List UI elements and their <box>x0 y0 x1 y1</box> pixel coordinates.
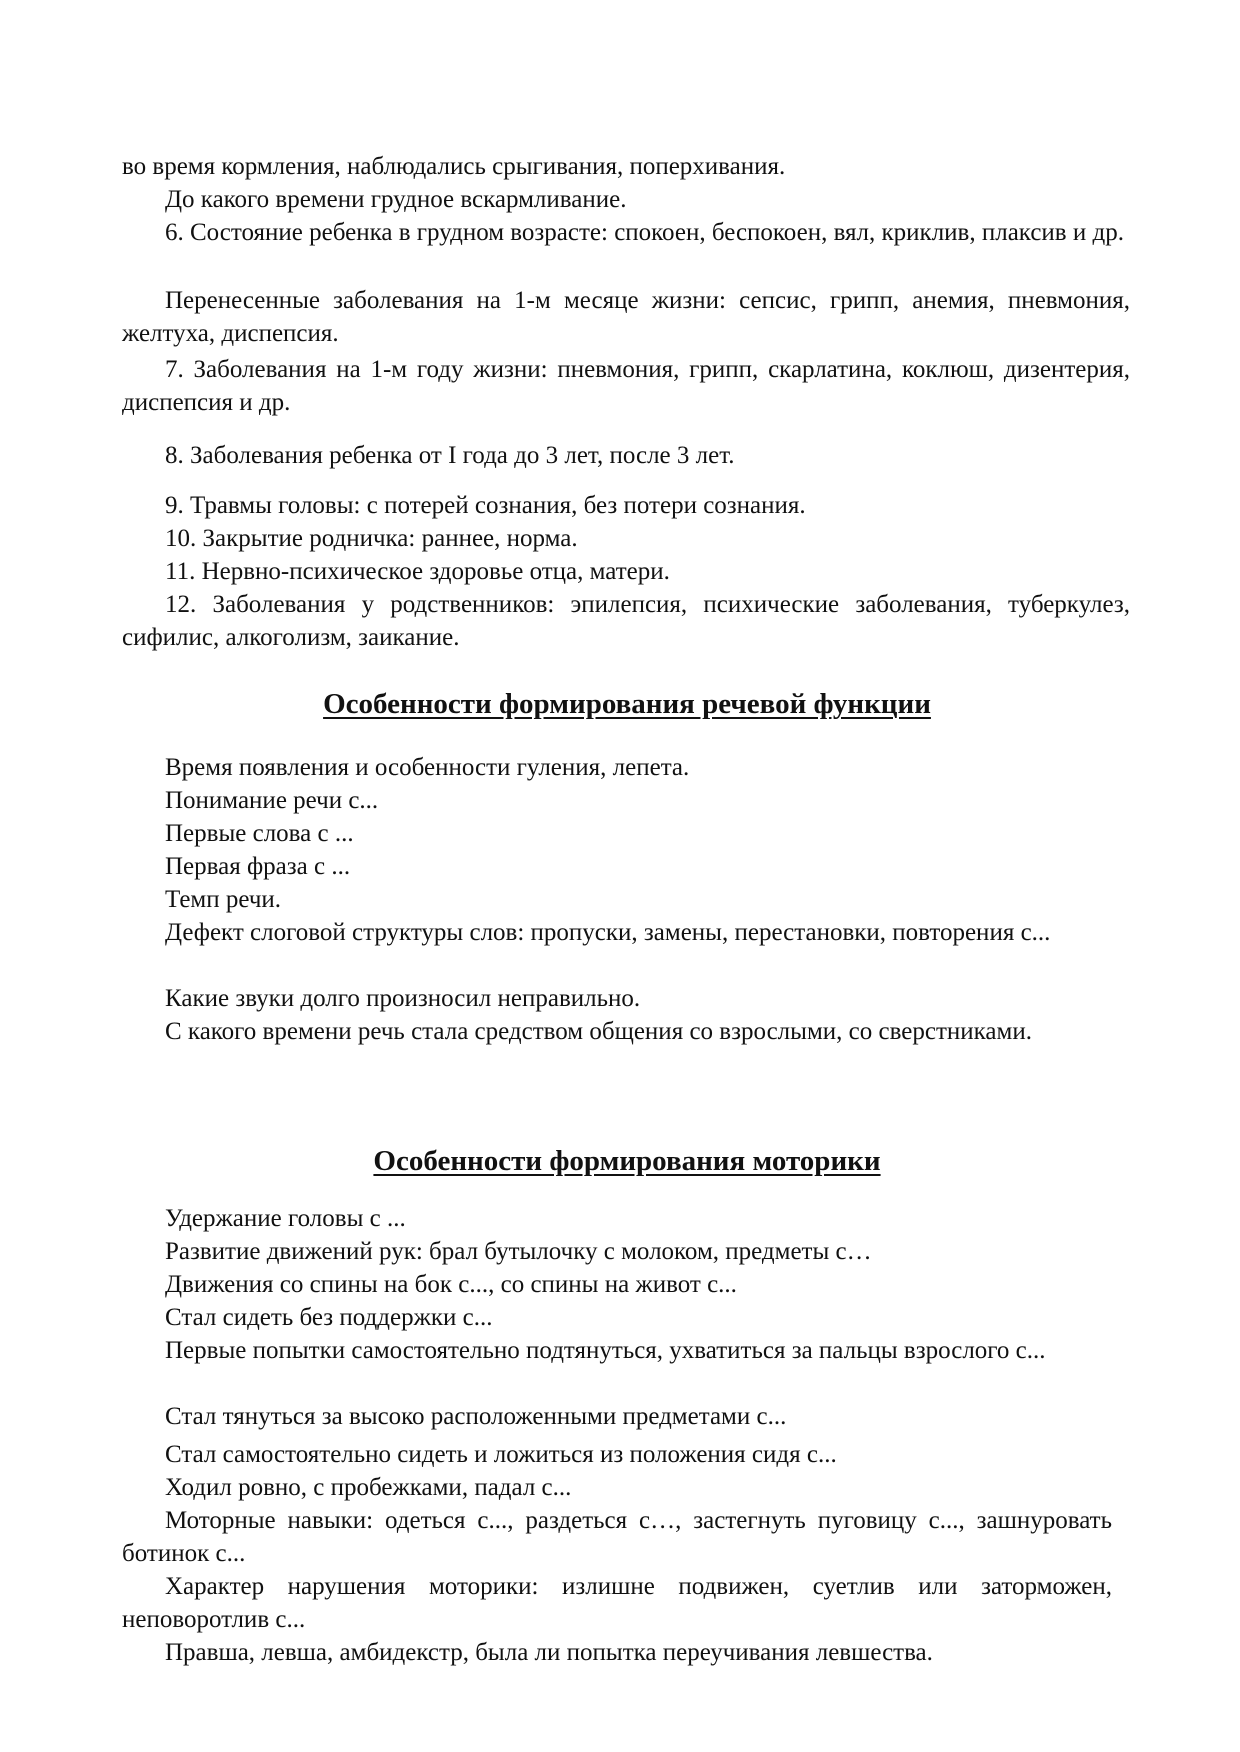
paragraph-fontanelle: 10. Закрытие родничка: раннее, норма. <box>165 525 578 552</box>
heading-speech-function: Особенности формирования речевой функции <box>323 688 931 720</box>
paragraph-sounds: Какие звуки долго произносил неправильно. <box>165 985 641 1012</box>
paragraph-sitting-lying: Стал самостоятельно сидеть и ложиться из положения сидя с... <box>165 1441 837 1468</box>
paragraph-reaching: Стал тянуться за высоко расположенными предметами с... <box>165 1403 787 1430</box>
paragraph-infant-state: 6. Состояние ребенка в грудном возрасте: спокоен, беспокоен, вял, криклив, плаксив и др. <box>165 219 1124 246</box>
paragraph-parents-health: 11. Нервно-психическое здоровье отца, матери. <box>165 558 670 585</box>
paragraph-child-diseases: 8. Заболевания ребенка от I года до 3 лет, после 3 лет. <box>165 442 735 469</box>
paragraph-pulling-up: Первые попытки самостоятельно подтянуться, ухватиться за пальцы взрослого с... <box>165 1337 1046 1364</box>
paragraph-breastfeeding: До какого времени грудное вскармливание. <box>165 186 627 213</box>
paragraph-speech-tempo: Темп речи. <box>165 886 282 913</box>
paragraph-rolling: Движения со спины на бок с..., со спины на живот с... <box>165 1271 737 1298</box>
paragraph-first-month-diseases: Перенесенные заболевания на 1-м месяце жизни: сепсис, грипп, анемия, пневмония, желтуха, диспепсия. <box>122 287 1130 347</box>
paragraph-motor-disorder: Характер нарушения моторики: излишне подвижен, суетлив или заторможен, неповоротлив с... <box>122 1573 1112 1633</box>
paragraph-first-year-diseases: 7. Заболевания на 1-м году жизни: пневмония, грипп, скарлатина, коклюш, дизентерия, диспепсия и др. <box>122 356 1130 416</box>
paragraph-head-holding: Удержание головы с ... <box>165 1205 406 1232</box>
paragraph-motor-skills-list: Моторные навыки: одеться с..., раздеться с…, застегнуть пуговицу с..., зашнуровать ботинок с... <box>122 1507 1112 1567</box>
paragraph-feeding: во время кормления, наблюдались срыгивания, поперхивания. <box>122 153 786 180</box>
paragraph-relatives-diseases: 12. Заболевания у родственников: эпилепсия, психические заболевания, туберкулез, сифилис, алкоголизм, заикание. <box>122 591 1130 651</box>
paragraph-head-injuries: 9. Травмы головы: с потерей сознания, без потери сознания. <box>165 492 806 519</box>
paragraph-hand-movements: Развитие движений рук: брал бутылочку с молоком, предметы с… <box>165 1238 872 1265</box>
paragraph-sitting-unsupported: Стал сидеть без поддержки с... <box>165 1304 493 1331</box>
paragraph-walking: Ходил ровно, с пробежками, падал с... <box>165 1474 572 1501</box>
paragraph-speech-understanding: Понимание речи с... <box>165 787 379 814</box>
heading-motor-skills: Особенности формирования моторики <box>373 1145 881 1177</box>
paragraph-handedness: Правша, левша, амбидекстр, была ли попытка переучивания левшества. <box>165 1639 933 1666</box>
paragraph-first-words: Первые слова с ... <box>165 820 354 847</box>
paragraph-cooing: Время появления и особенности гуления, лепета. <box>165 754 690 781</box>
paragraph-syllable-defect: Дефект слоговой структуры слов: пропуски, замены, перестановки, повторения с... <box>165 919 1051 946</box>
paragraph-first-phrase: Первая фраза с ... <box>165 853 351 880</box>
paragraph-communication: С какого времени речь стала средством общения со взрослыми, со сверстниками. <box>165 1018 1032 1045</box>
